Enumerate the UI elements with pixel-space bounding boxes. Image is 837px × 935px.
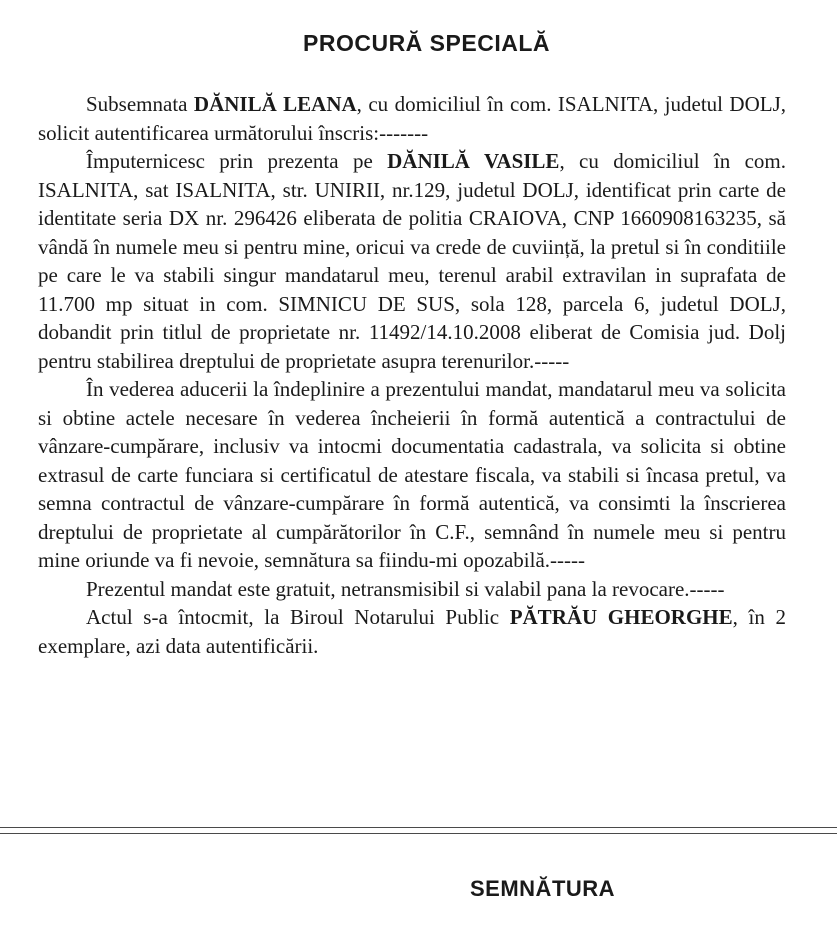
paragraph-text: , cu domiciliul în com. ISALNITA, judetul DOLJ, solicit autentificarea următorului înscris:-------: [38, 92, 786, 145]
paragraph-text: , în 2 exemplare, azi data autentificării.: [38, 605, 786, 658]
notary-name: PĂTRĂU GHEORGHE: [509, 605, 733, 629]
paragraph-text: Împuternicesc prin prezenta pe: [86, 149, 388, 173]
paragraph-text: , cu domiciliul în com. ISALNITA, sat ISALNITA, str. UNIRII, nr.129, judetul DOLJ, identificat prin carte de identitate seria DX nr. 296426 eliberata de politia CRAIOVA, CNP 1660908163235, să vândă în numele meu si pentru mine, oricui va crede de cuviință, la pretul si în conditiile pe care le va stabili singur mandatarul meu, terenul arabil extravilan in suprafata de 11.700 mp situat in com. SIMNICU DE SUS, sola 128, parcela 6, judetul DOLJ, dobandit prin titlul de proprietate nr. 11492/14.10.2008 eliberat de Comisia jud. Dolj pentru stabilirea dreptului de proprietate asupra terenurilor.-----: [38, 149, 786, 373]
signature-label: SEMNĂTURA: [470, 876, 616, 901]
paragraph-text: Actul s-a întocmit, la Biroul Notarului Public: [86, 605, 510, 629]
agent-name: DĂNILĂ VASILE: [387, 149, 560, 173]
separator-line-top: [0, 827, 837, 828]
principal-name: DĂNILĂ LEANA: [193, 92, 357, 116]
paragraph-text: Subsemnata: [86, 92, 194, 116]
paragraph-mandate: [38, 147, 786, 375]
paragraph-notary: [38, 603, 786, 660]
paragraph-principal: [38, 90, 786, 147]
paragraph-terms: Prezentul mandat este gratuit, netransmisibil si valabil pana la revocare.-----: [86, 576, 725, 601]
document-title: PROCURĂ SPECIALĂ: [303, 30, 550, 56]
separator-line-bottom: [0, 833, 837, 834]
document-body: [38, 90, 786, 660]
paragraph-powers: În vederea aducerii la îndeplinire a prezentului mandat, mandatarul meu va solicita si obtine actele necesare în vederea încheierii în formă autentică a contractului de vânzare-cumpărare, inclusiv va intocmi documentatia cadastrala, va solicita si obtine extrasul de carte funciara si certificatul de atestare fiscala, va stabili si încasa pretul, va semna contractul de vânzare-cumpărare în formă autentică, va consimti la înscrierea dreptului de proprietate al cumpărătorilor în C.F., semnând în numele meu si pentru mine oriunde va fi nevoie, semnătura sa fiindu-mi opozabilă.-----: [38, 377, 786, 572]
